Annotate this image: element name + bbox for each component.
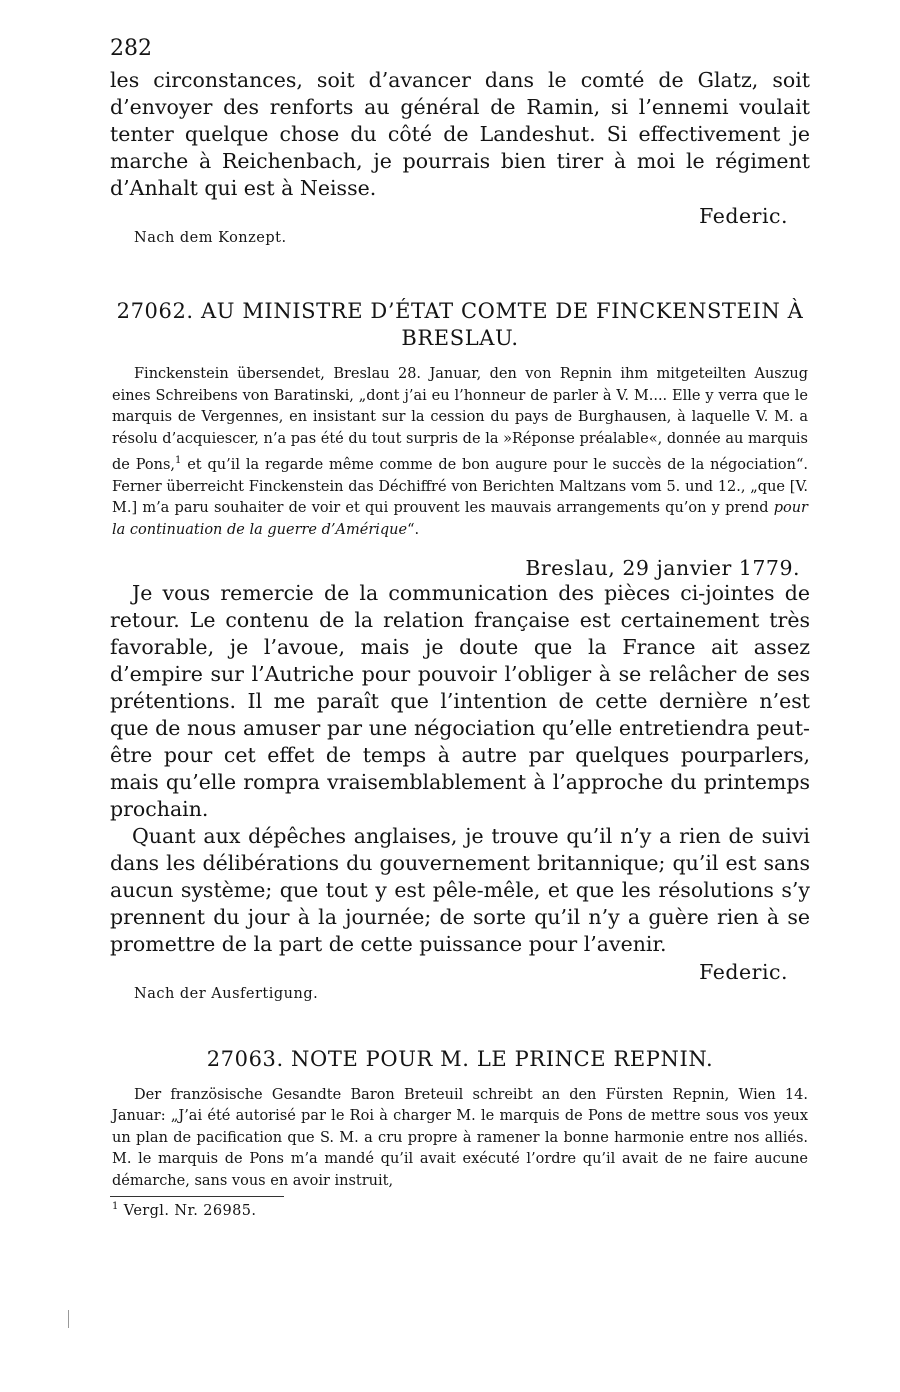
summary-italic-phrase: pour la continuation de la guerre d’Amérique	[112, 500, 808, 538]
letter-27062-paragraph-2: Quant aux dépêches anglaises, je trouve qu’il n’y a rien de suivi dans les délibérations du gouvernement britannique; qu’il est sans aucun système; que tout y est pêle-mêle, et que les résolutions s’y prennent du jour à la journée; de sorte qu’il n’y a guère rien à se promettre de la part de cette puissance pour l’avenir.	[110, 823, 810, 956]
summary-text-end: “.	[407, 521, 420, 538]
intro-signature: Federic.	[699, 204, 788, 228]
letter-27062-dateline: Breslau, 29 janvier 1779.	[525, 555, 800, 580]
summary-text-part2: et qu’il la regarde même comme de bon augure pour le succès de la négociation“. Ferner überreicht Finckenstein das Déchiffré von Berichten Maltzans vom 5. und 12., „que [V. M.] m’a paru souhaiter de voir et qui prouvent les mauvais arrangements qu’on y prend	[112, 457, 808, 517]
letter-27063-heading: 27063. NOTE POUR M. LE PRINCE REPNIN.	[206, 1046, 714, 1071]
footnote-rule	[110, 1196, 284, 1197]
intro-source-note: Nach dem Konzept.	[134, 230, 287, 246]
intro-paragraph: les circonstances, soit d’avancer dans le comté de Glatz, soit d’envoyer des renforts au général de Ramin, si l’ennemi voulait tenter quelque chose du côté de Landeshut. Si effectivement je marche à Reichenbach, je pourrais bien tirer à moi le régiment d’Anhalt qui est à Neisse.	[110, 68, 810, 200]
summary-text-part1: Finckenstein übersendet, Breslau 28. Januar, den von Repnin ihm mitgeteilten Auszug eines Schreibens von Baratinski, „dont j’ai eu l’honneur de parler à V. M.... Elle y verra que le marquis de Vergennes, en insistant sur la cession du pays de Burghausen, à laquelle V. M. a résolu d’acquiescer, n’a pas été du tout surpris de la »Réponse préalable«, donnée au marquis de Pons,	[112, 366, 808, 474]
page-number: 282	[110, 36, 152, 61]
footnote-text: Vergl. Nr. 26985.	[118, 1202, 257, 1219]
letter-27062-signature: Federic.	[699, 959, 788, 984]
footnote-marker: 1	[112, 1200, 119, 1212]
footnote	[112, 1201, 810, 1219]
letter-27062-heading: 27062. AU MINISTRE D’ÉTAT COMTE DE FINCKENSTEIN À BRESLAU.	[116, 299, 804, 350]
letter-27063-summary: Der französische Gesandte Baron Breteuil schreibt an den Fürsten Repnin, Wien 14. Januar: „J’ai été autorisé par le Roi à charger M. le marquis de Pons de mettre sous vos yeux un plan de pacification que S. M. a cru propre à ramener la bonne harmonie entre nos alliés. M. le marquis de Pons m’a mandé qu’il avait exécuté l’ordre qu’il avait de ne faire aucune démarche, sans vous en avoir instruit,	[112, 1086, 808, 1189]
margin-mark	[68, 1310, 69, 1328]
letter-27062-summary	[110, 364, 810, 542]
footnote-ref: 1	[175, 455, 182, 467]
document-page	[110, 36, 810, 1218]
letter-27062-source-note: Nach der Ausfertigung.	[134, 985, 319, 1002]
letter-27062-paragraph-1: Je vous remercie de la communication des pièces ci-jointes de retour. Le contenu de la relation française est certainement très favorable, je l’avoue, mais je doute que la France ait assez d’empire sur l’Autriche pour pouvoir l’obliger à se relâcher de ses prétentions. Il me paraît que l’intention de cette dernière n’est que de nous amuser par une négociation qu’elle entretiendra peut-être pour cet effet de temps à autre par quelques pourparlers, mais qu’elle rompra vraisemblablement à l’approche du printemps prochain.	[110, 580, 810, 821]
